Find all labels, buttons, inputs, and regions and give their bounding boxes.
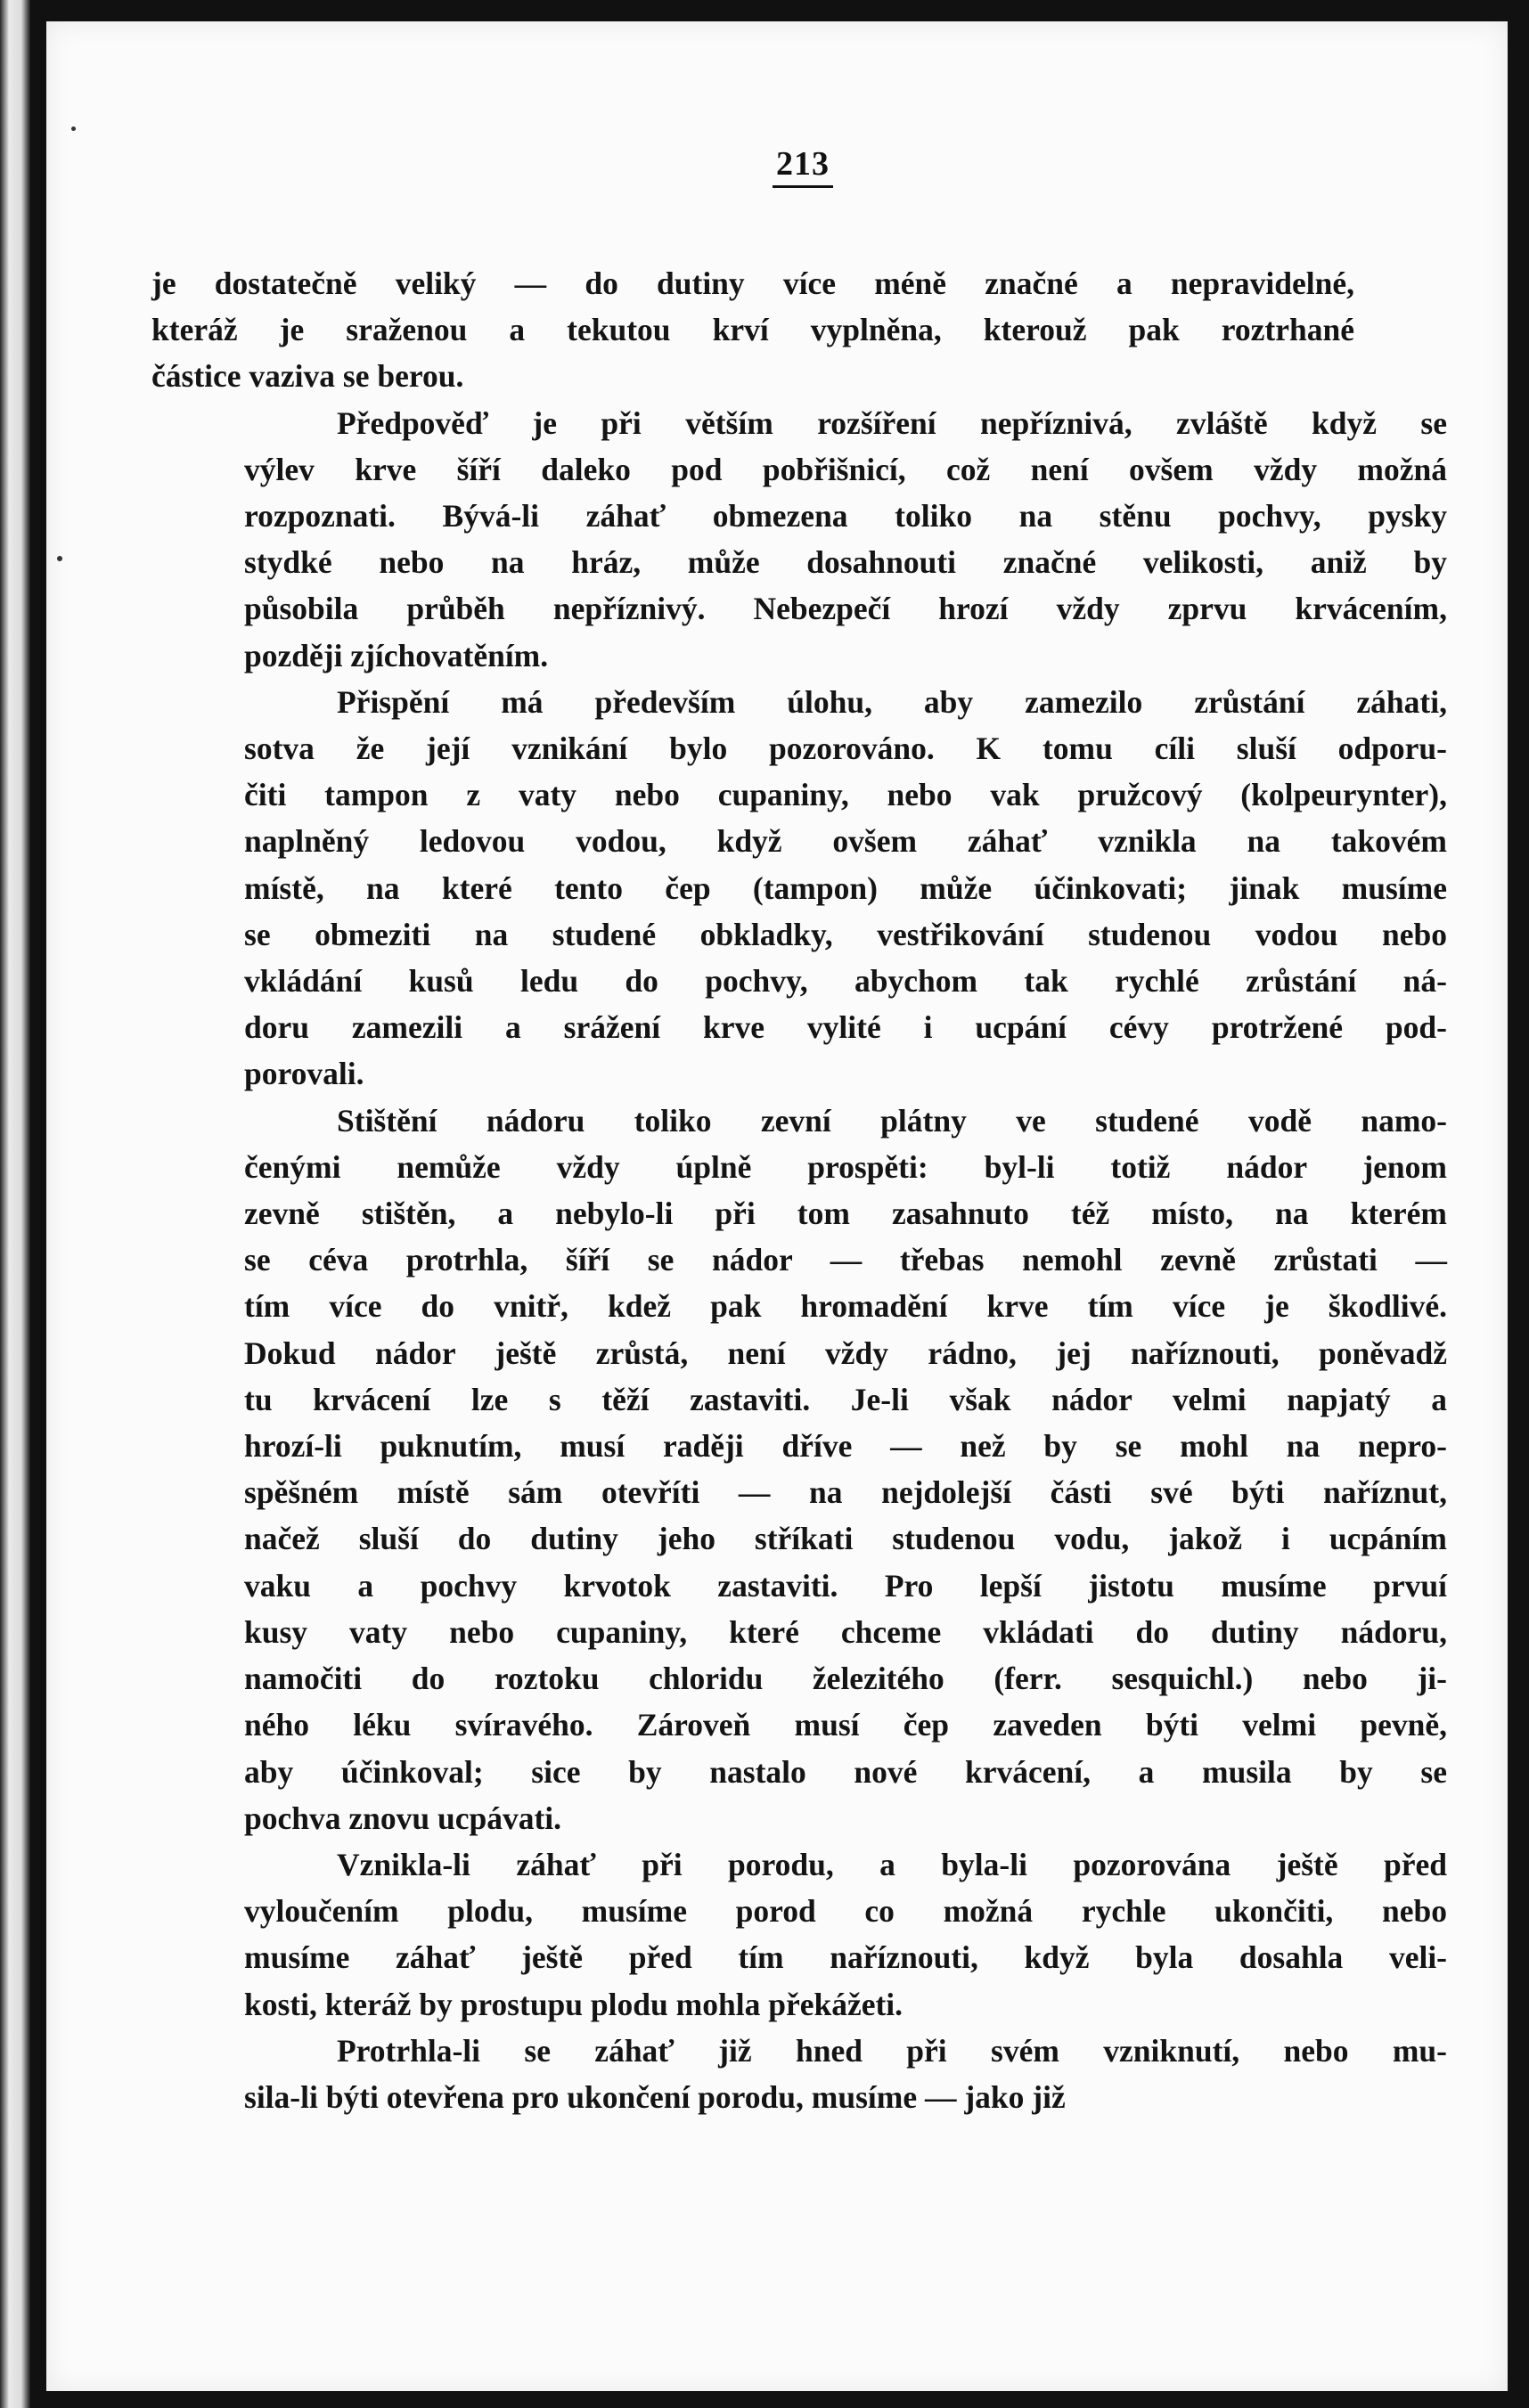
paragraph (151, 1841, 1447, 2028)
scan-speck (57, 556, 62, 561)
text-line: kteráž je sraženou a tekutou krví vyplněna, kterouž pak roztrhané (151, 312, 1354, 348)
paragraph (151, 679, 1447, 1098)
page-body-text (151, 260, 1447, 2120)
text-line: ného léku svíravého. Zároveň musí čep zaveden býti velmi pevně, (244, 1707, 1447, 1743)
page-number-text: 213 (773, 144, 833, 188)
text-line: aby účinkoval; sice by nastalo nové krvácení, a musila by se (244, 1753, 1447, 1790)
page-number (46, 144, 1508, 188)
text-line: rozpoznati. Bývá-li záhať obmezena toliko na stěnu pochvy, pysky (244, 498, 1447, 535)
text-line: kosti, kteráž by prostupu plodu mohla překážeti. (244, 1986, 904, 2022)
text-line: se obmeziti na studené obkladky, vestřikování studenou vodou nebo (244, 916, 1447, 952)
text-line: doru zamezili a srážení krve vylité i ucpání cévy protržené pod- (244, 1009, 1447, 1046)
text-line: čiti tampon z vaty nebo cupaniny, nebo vak pružcový (kolpeurynter), (244, 777, 1447, 813)
text-line: Dokud nádor ještě zrůstá, není vždy rádno, jej naříznouti, poněvadž (244, 1335, 1447, 1371)
text-line: spěšném místě sám otevříti — na nejdolejší části své býti naříznut, (244, 1474, 1447, 1511)
text-line: Stištění nádoru toliko zevní plátny ve studené vodě namo- (337, 1102, 1447, 1139)
text-line: Přispění má především úlohu, aby zamezilo zrůstání záhati, (337, 683, 1447, 720)
text-line: je dostatečně veliký — do dutiny více méně značné a nepravidelné, (151, 265, 1354, 301)
text-line: sila-li býti otevřena pro ukončení porodu, musíme — jako již (244, 2078, 1066, 2115)
text-line: místě, na které tento čep (tampon) může účinkovati; jinak musíme (244, 869, 1447, 906)
text-line: Předpověď je při větším rozšíření nepříznivá, zvláště když se (337, 404, 1447, 441)
text-line: kusy vaty nebo cupaniny, které chceme vkládati do dutiny nádoru, (244, 1613, 1447, 1650)
text-line: tu krvácení lze s těží zastaviti. Je-li však nádor velmi napjatý a (244, 1381, 1447, 1417)
text-line: výlev krve šíří daleko pod pobřišnicí, což není ovšem vždy možná (244, 451, 1447, 487)
text-line: musíme záhať ještě před tím naříznouti, když byla dosahla veli- (244, 1939, 1447, 1976)
text-line: působila průběh nepříznivý. Nebezpečí hrozí vždy zprvu krvácením, (244, 591, 1447, 627)
scan-speck (71, 127, 76, 131)
text-line: sotva že její vznikání bylo pozorováno. K tomu cíli sluší odporu- (244, 731, 1447, 767)
text-line: později zjíchovatěním. (244, 637, 549, 673)
paragraph (151, 1098, 1447, 1841)
text-line: pochva znovu ucpávati. (244, 1800, 562, 1836)
text-line: Protrhla-li se záhať již hned při svém vzniknutí, nebo mu- (337, 2032, 1447, 2069)
text-line: načež sluší do dutiny jeho stříkati studenou vodu, jakož i ucpáním (244, 1521, 1447, 1557)
text-line: částice vaziva se berou. (151, 358, 464, 395)
text-line: naplněný ledovou vodou, když ovšem záhať vznikla na takovém (244, 823, 1447, 860)
text-line: Vznikla-li záhať při porodu, a byla-li pozorována ještě před (337, 1846, 1447, 1882)
paragraph (151, 400, 1447, 679)
text-line: namočiti do roztoku chloridu železitého (ferr. sesquichl.) nebo ji- (244, 1661, 1447, 1697)
text-line: stydké nebo na hráz, může dosahnouti značné velikosti, aniž by (244, 544, 1447, 581)
text-line: čenými nemůže vždy úplně prospěti: byl-li totiž nádor jenom (244, 1148, 1447, 1185)
text-line: vyloučením plodu, musíme porod co možná rychle ukončiti, nebo (244, 1893, 1447, 1930)
paragraph (151, 260, 1354, 400)
text-line: porovali. (244, 1056, 364, 1092)
text-line: vaku a pochvy krvotok zastaviti. Pro lepší jistotu musíme prvuí (244, 1567, 1447, 1604)
binding-strip (0, 0, 30, 2408)
text-line: vkládání kusů ledu do pochvy, abychom tak rychlé zrůstání ná- (244, 963, 1447, 1000)
text-line: zevně stištěn, a nebylo-li při tom zasahnuto též místo, na kterém (244, 1196, 1447, 1232)
text-line: se céva protrhla, šíří se nádor — třebas nemohl zevně zrůstati — (244, 1242, 1447, 1278)
paragraph (151, 2028, 1447, 2120)
text-line: hrozí-li puknutím, musí raději dříve — než by se mohl na nepro- (244, 1428, 1447, 1465)
text-line: tím více do vnitř, kdež pak hromadění krve tím více je škodlivé. (244, 1288, 1447, 1325)
book-page (46, 21, 1508, 2391)
